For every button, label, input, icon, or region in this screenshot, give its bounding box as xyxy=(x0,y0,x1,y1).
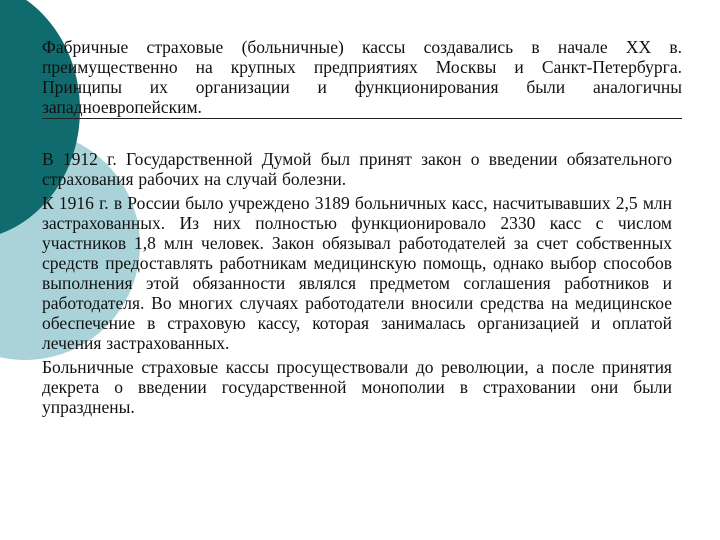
slide-content xyxy=(42,37,682,417)
paragraph-1916-stats: К 1916 г. в России было учреждено 3189 больничных касс, насчитывавших 2,5 млн застрахованных. Из них полностью функционировало 2330 касс с числом участников 1,8 млн человек. Закон обязывал работодателей за счет собственных средств предоставлять работникам медицинскую помощь, однако выбор способов выполнения этой обязанности являлся предметом соглашения работников и работодателя. Во многих случаях работодатели вносили средства на медицинское обеспечение в страховую кассу, которая занималась организацией и оплатой лечения застрахованных. xyxy=(42,193,672,353)
paragraph-1912-law: В 1912 г. Государственной Думой был принят закон о введении обязательного страхования рабочих на случай болезни. xyxy=(42,149,672,189)
paragraph-factory-funds: Фабричные страховые (больничные) кассы создавались в начале XX в. преимущественно на крупных предприятиях Москвы и Санкт-Петербурга. Принципы их организации и функционирования были аналогичны западноевропейским. xyxy=(42,37,682,117)
paragraph-abolition: Больничные страховые кассы просуществовали до революции, а после принятия декрета о введении государственной монополии в страховании они были упразднены. xyxy=(42,357,672,417)
